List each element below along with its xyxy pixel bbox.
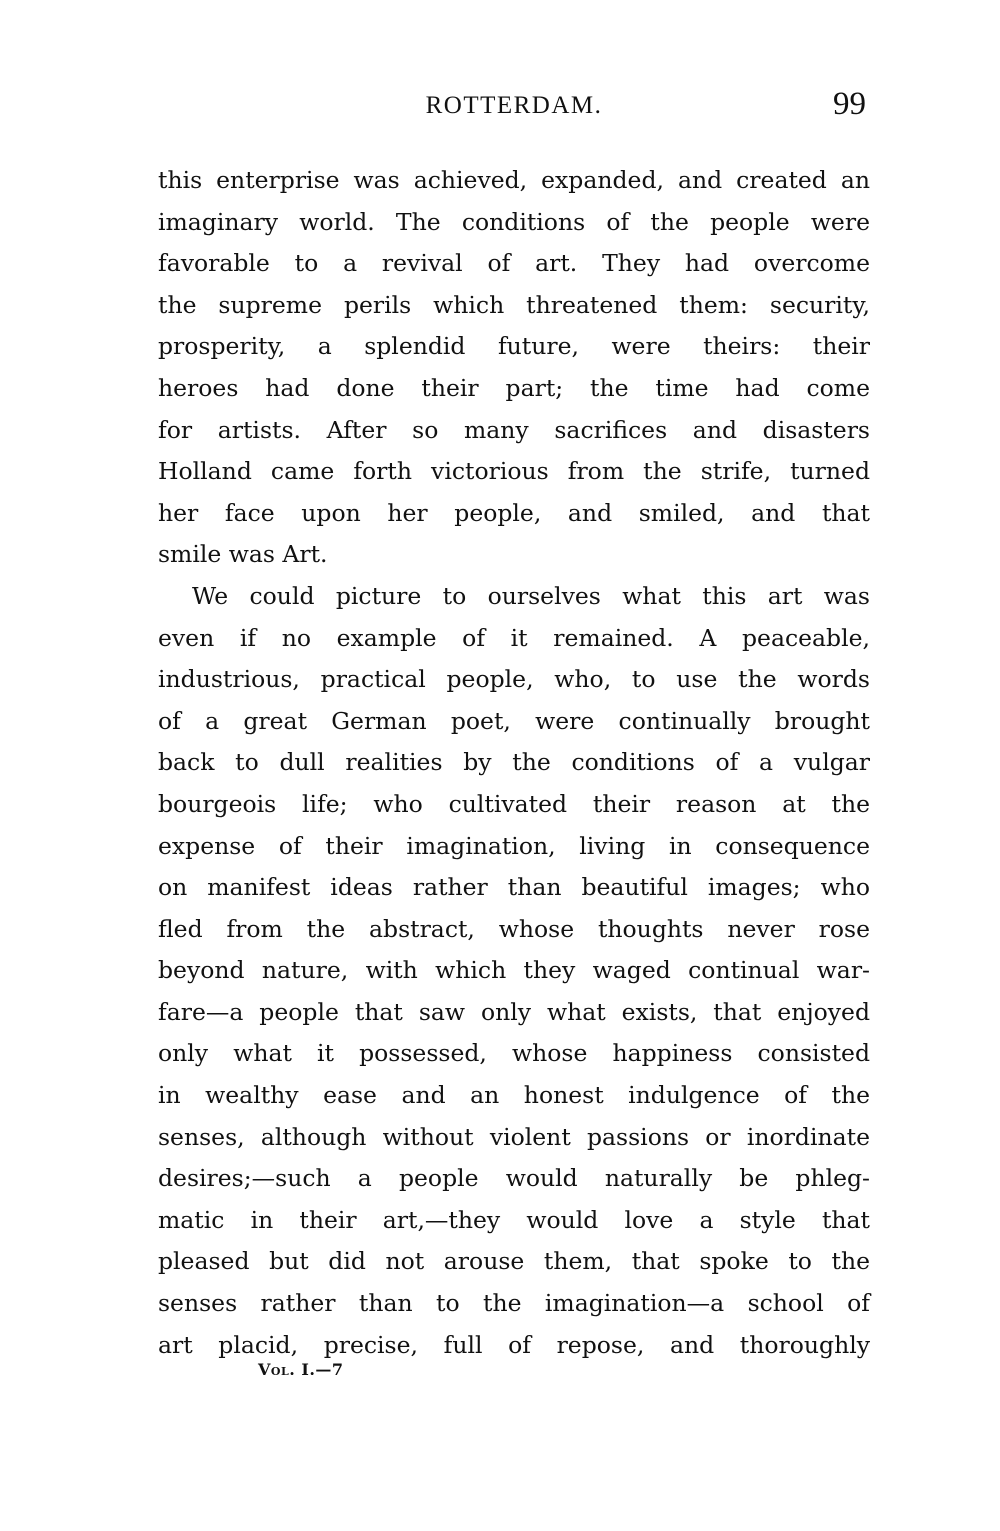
text-line: senses, although without violent passions or inordinate	[158, 1122, 870, 1151]
text-line: senses rather than to the imagination—a school of	[158, 1289, 870, 1318]
text-line: bourgeois life; who cultivated their reason at the	[158, 789, 870, 818]
text-line: Holland came forth victorious from the strife, turned	[158, 457, 870, 486]
text-line: fled from the abstract, whose thoughts never rose	[158, 914, 870, 943]
text-line: expense of their imagination, living in consequence	[158, 831, 870, 860]
text-line: her face upon her people, and smiled, and that	[158, 498, 870, 527]
text-line: matic in their art,—they would love a style that	[158, 1205, 870, 1234]
page-number: 99	[833, 86, 866, 122]
text-line: only what it possessed, whose happiness consisted	[158, 1039, 870, 1068]
text-line: smile was Art.	[158, 540, 328, 569]
text-line: favorable to a revival of art. They had overcome	[158, 249, 870, 278]
text-line: this enterprise was achieved, expanded, and created an	[158, 166, 870, 194]
text-line: on manifest ideas rather than beautiful images; who	[158, 873, 870, 902]
text-line: heroes had done their part; the time had come	[158, 373, 870, 402]
printer-signature: Vol. I.—7	[258, 1360, 344, 1379]
text-line: We could picture to ourselves what this art was	[192, 581, 870, 610]
text-line: industrious, practical people, who, to use the words	[158, 665, 870, 694]
text-line: art placid, precise, full of repose, and thoroughly	[158, 1330, 870, 1359]
text-line: even if no example of it remained. A peaceable,	[158, 623, 870, 652]
running-header	[158, 88, 870, 128]
text-line: for artists. After so many sacrifices and disasters	[158, 415, 870, 444]
text-line: beyond nature, with which they waged continual war-	[158, 956, 870, 985]
body-text	[158, 160, 870, 1366]
text-line: imaginary world. The conditions of the people were	[158, 207, 870, 236]
text-line: of a great German poet, were continually brought	[158, 706, 870, 735]
text-line: desires;—such a people would naturally be phleg-	[158, 1164, 870, 1193]
text-line: pleased but did not arouse them, that spoke to the	[158, 1247, 870, 1276]
text-line: back to dull realities by the conditions of a vulgar	[158, 748, 870, 777]
text-line: fare—a people that saw only what exists, that enjoyed	[158, 997, 870, 1026]
text-line: prosperity, a splendid future, were theirs: their	[158, 332, 870, 361]
running-title: ROTTERDAM.	[425, 92, 603, 119]
text-line: the supreme perils which threatened them: security,	[158, 290, 870, 319]
text-line: in wealthy ease and an honest indulgence of the	[158, 1081, 870, 1110]
